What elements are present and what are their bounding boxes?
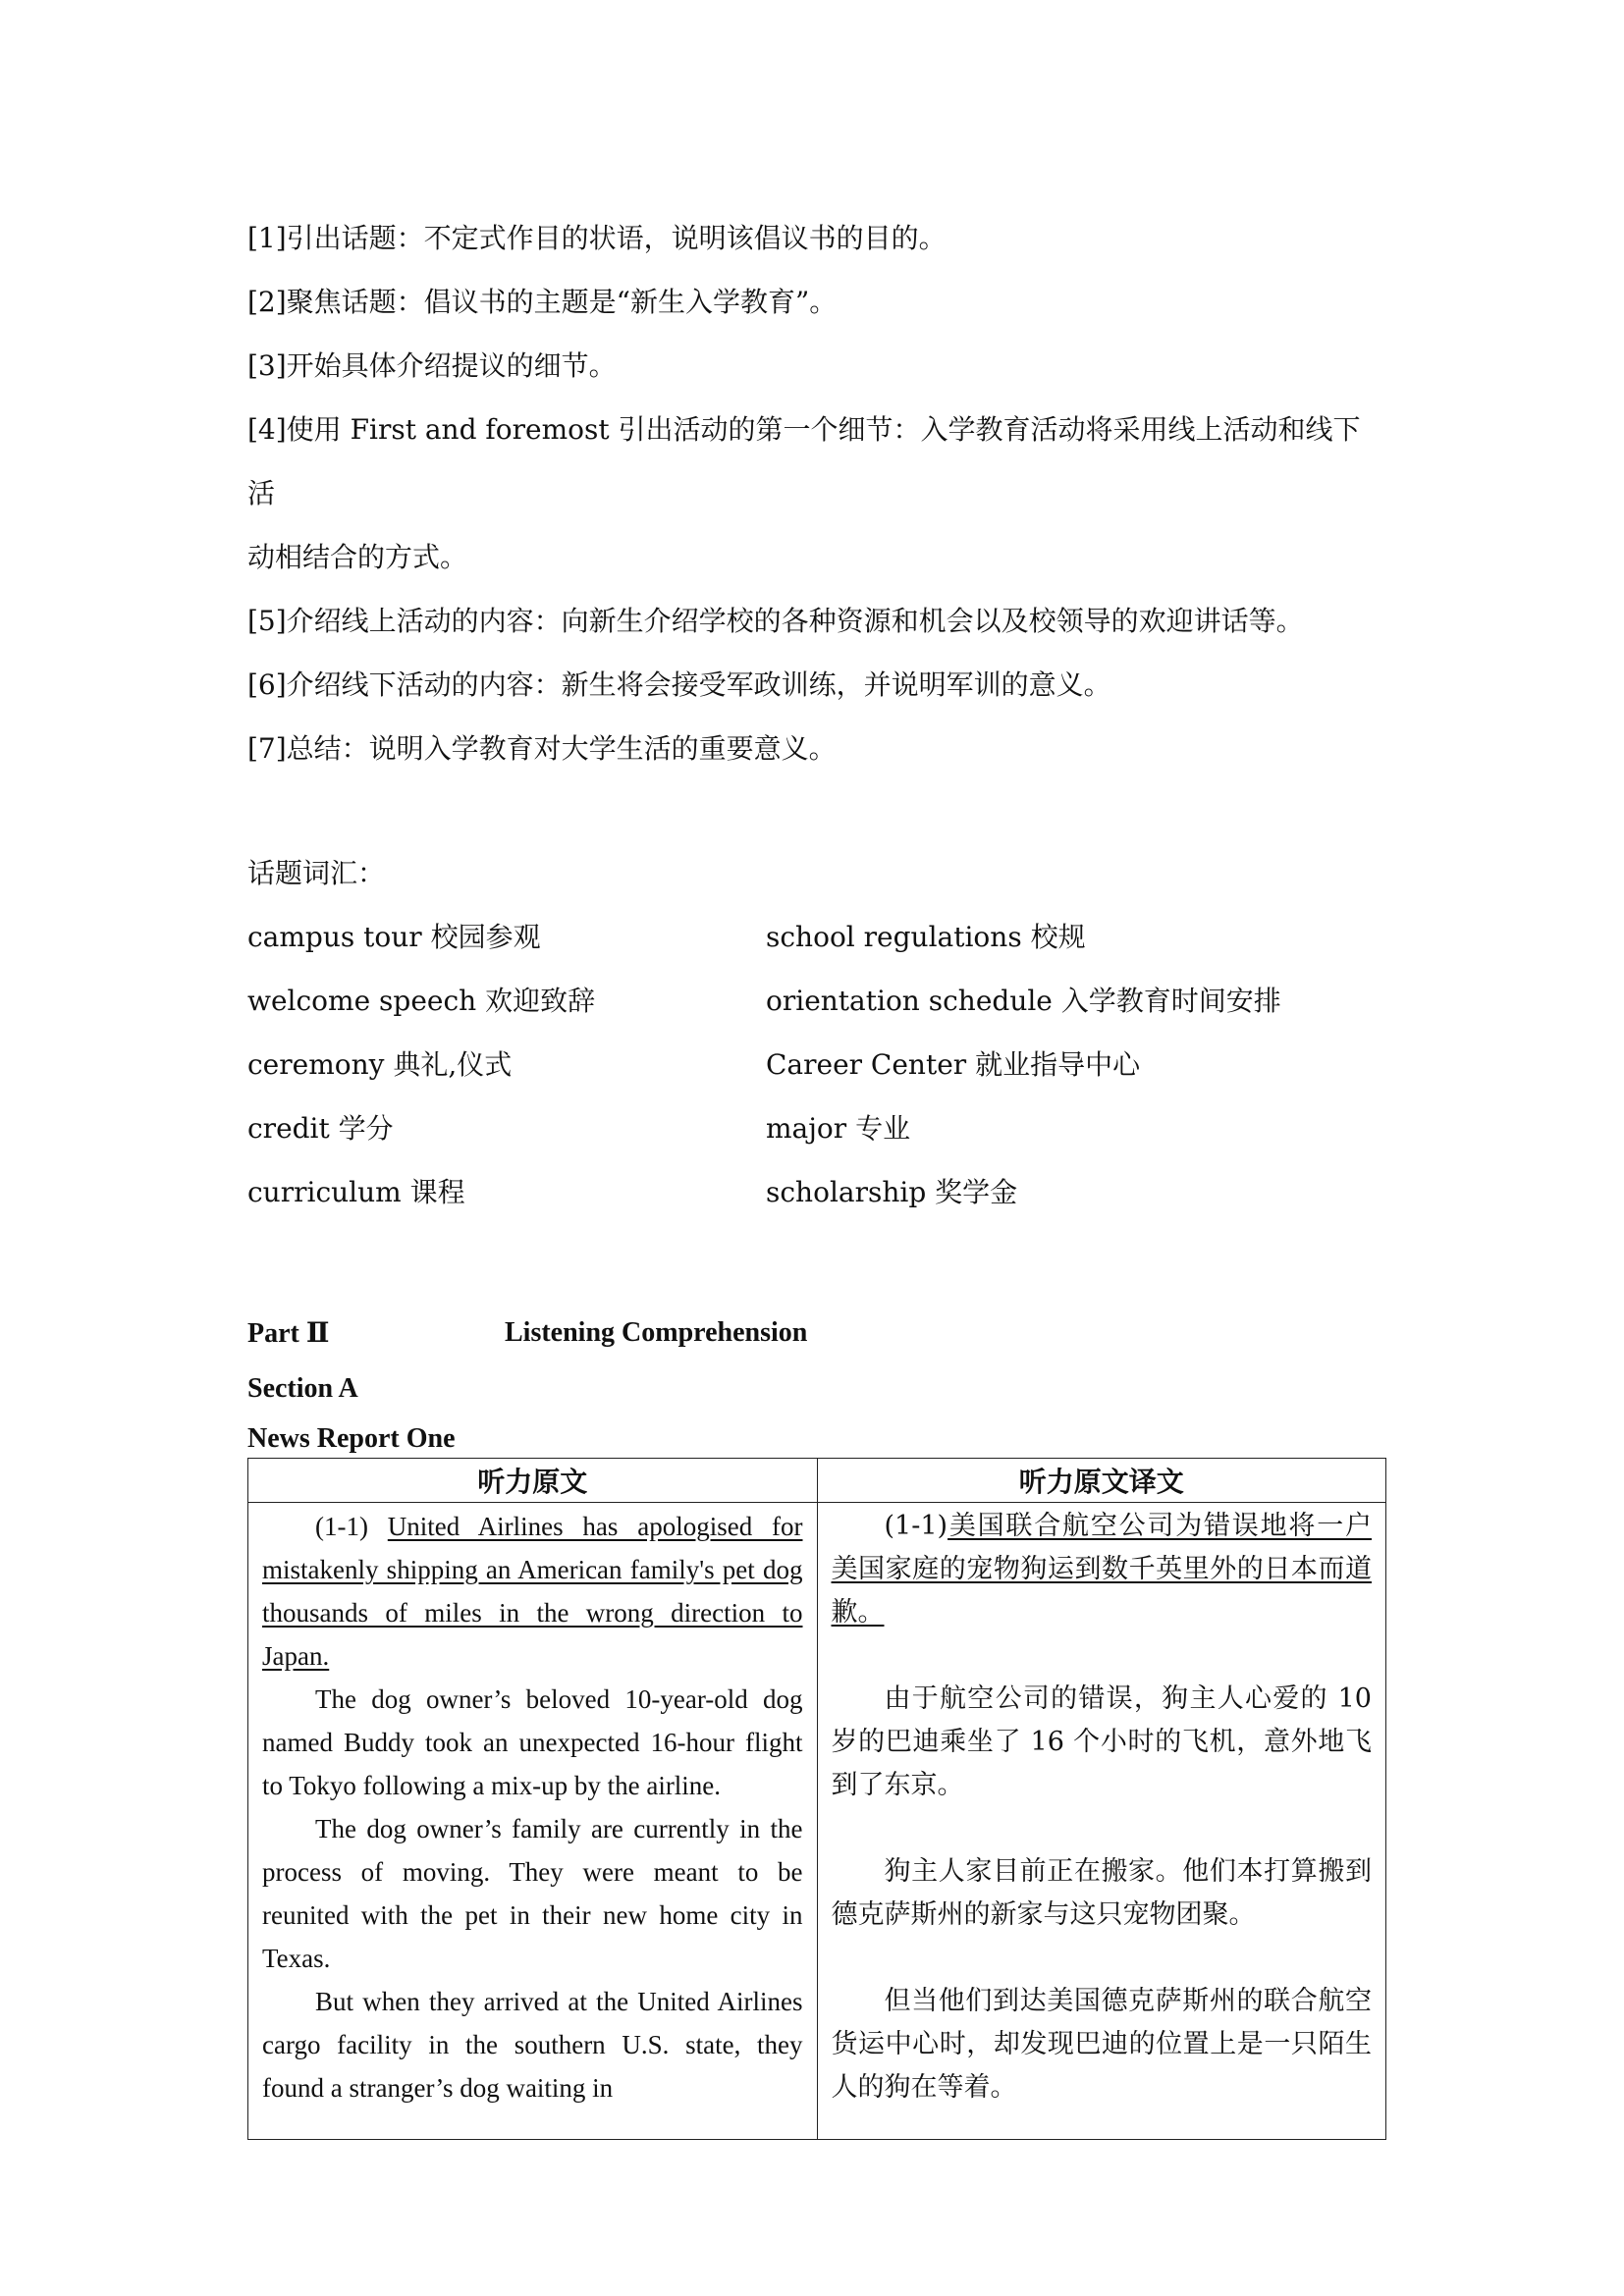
vocab-list [247,905,1386,1224]
section-heading: Section A [247,1373,358,1404]
vocab-item: school regulations 校规 [766,921,1086,953]
vocab-item: curriculum 课程 [247,1176,465,1208]
note-6: [6]介绍线下活动的内容：新生将会接受军政训练，并说明军训的意义。 [247,668,1111,701]
document-page [247,206,1386,2140]
vocab-item: credit 学分 [247,1112,394,1145]
translation-text-cell [817,1503,1386,2140]
translation-paragraph-4: 但当他们到达美国德克萨斯州的联合航空货运中心时，却发现巴迪的位置上是一只陌生人的狗在等着。 [831,1986,1372,2103]
original-paragraph-1: (1-1) United Airlines has apologised for mistakenly shipping an American family's pet dog thousands of miles in the wrong direction to Japan. [262,1512,803,1671]
original-paragraph-2: The dog owner’s beloved 10-year-old dog named Buddy took an unexpected 16-hour flight to Tokyo following a mix-up by the airline. [262,1684,803,1800]
news-report-title: News Report One [247,1423,456,1454]
note-1: [1]引出话题：不定式作目的状语，说明该倡议书的目的。 [247,222,947,254]
vocab-item: Career Center 就业指导中心 [766,1048,1141,1081]
note-7: [7]总结：说明入学教育对大学生活的重要意义。 [247,732,837,765]
underlined-key-sentence: 美国联合航空公司为错误地将一户美国家庭的宠物狗运到数千英里外的日本而道歉。 [831,1511,1372,1628]
vocab-item: ceremony 典礼,仪式 [247,1048,513,1081]
original-text-cell [248,1503,818,2140]
annotation-notes [247,206,1386,780]
column-header-original: 听力原文 [248,1459,818,1503]
vocab-item: major 专业 [766,1112,911,1145]
vocab-item: campus tour 校园参观 [247,921,541,953]
original-paragraph-4: But when they arrived at the United Airlines cargo facility in the southern U.S. state, they found a stranger’s dog waiting in [262,1987,803,2103]
vocab-item: scholarship 奖学金 [766,1176,1018,1208]
note-4: [4]使用 First and foremost 引出活动的第一个细节：入学教育活动将采用线上活动和线下活 [247,413,1361,509]
vocab-item: welcome speech 欢迎致辞 [247,985,596,1017]
vocab-title: 话题词汇： [247,857,386,889]
translation-paragraph-1: (1-1)美国联合航空公司为错误地将一户美国家庭的宠物狗运到数千英里外的日本而道歉。 [831,1511,1372,1628]
underlined-key-sentence: United Airlines has apologised for mistakenly shipping an American family's pet dog thousands of miles in the wrong direction to Japan. [262,1512,803,1671]
translation-paragraph-3: 狗主人家目前正在搬家。他们本打算搬到德克萨斯州的新家与这只宠物团聚。 [831,1856,1372,1930]
note-5: [5]介绍线上活动的内容：向新生介绍学校的各种资源和机会以及校领导的欢迎讲话等。 [247,605,1304,637]
column-header-translation: 听力原文译文 [817,1459,1386,1503]
part-title: Listening Comprehension [505,1317,808,1348]
translation-paragraph-2: 由于航空公司的错误，狗主人心爱的 10 岁的巴迪乘坐了 16 个小时的飞机，意外地飞到了东京。 [831,1683,1372,1800]
part-label: Part Ⅱ [247,1318,330,1349]
transcript-table [247,1458,1386,2140]
part-heading [247,1308,1386,1358]
original-paragraph-3: The dog owner’s family are currently in the process of moving. They were meant to be reunited with the pet in their new home city in Texas. [262,1814,803,1973]
note-2: [2]聚焦话题：倡议书的主题是“新生入学教育”。 [247,286,838,318]
note-4-continued: 动相结合的方式。 [247,541,468,573]
vocab-item: orientation schedule 入学教育时间安排 [766,985,1281,1017]
note-3: [3]开始具体介绍提议的细节。 [247,349,617,382]
